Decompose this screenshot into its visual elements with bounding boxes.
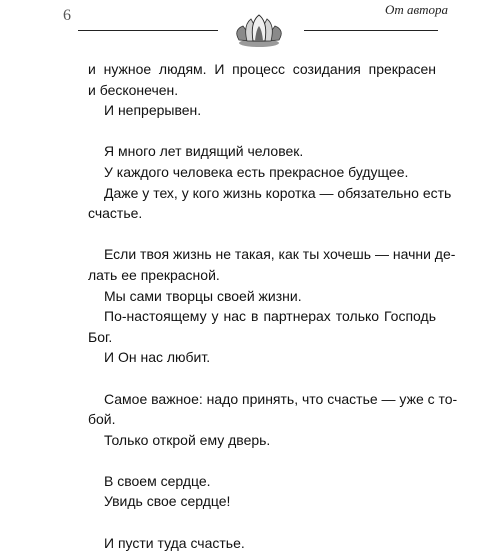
- text-line: Только открой ему дверь.: [104, 431, 271, 448]
- text-line: Я много лет видящий человек.: [104, 143, 304, 160]
- paragraph-gap: [88, 512, 436, 533]
- page-header: [0, 0, 500, 56]
- text-line: Даже у тех, у кого жизнь коротка — обязательно есть: [104, 184, 452, 201]
- text-line: и нужное людям. И процесс созидания прекрасен: [88, 61, 436, 77]
- text-line: И Он нас любит.: [104, 349, 211, 366]
- text-line: Самое важное: надо принять, что счастье — уже с то-: [104, 390, 458, 407]
- header-rule-left: [78, 30, 218, 31]
- paragraph-gap: [88, 368, 436, 389]
- text-line: И непрерывен.: [104, 102, 202, 119]
- paragraph-gap: [88, 450, 436, 471]
- running-title: От автора: [384, 2, 448, 17]
- text-line: По-настоящему у нас в партнерах только Господь: [104, 308, 436, 325]
- paragraph-gap: [88, 224, 436, 245]
- text-line: У каждого человека есть прекрасное будущее.: [104, 163, 409, 180]
- text-line: бой.: [88, 411, 116, 428]
- page-number: 6: [63, 7, 71, 24]
- header-rule-right: [304, 30, 438, 31]
- text-line: Увидь свое сердце!: [104, 493, 231, 510]
- paragraph-gap: [88, 121, 436, 142]
- text-line: лать ее прекрасной.: [88, 266, 220, 283]
- text-line: В своем сердце.: [104, 472, 211, 489]
- text-line: И пусти туда счастье.: [104, 534, 245, 551]
- text-line: Если твоя жизнь не такая, как ты хочешь — начни де-: [104, 246, 456, 263]
- body-text: [88, 59, 458, 553]
- text-line: Мы сами творцы своей жизни.: [104, 287, 302, 304]
- text-line: счастье.: [88, 205, 143, 222]
- text-line: Бог.: [88, 328, 113, 345]
- text-line: и бесконечен.: [88, 81, 179, 98]
- lotus-icon: [231, 12, 287, 50]
